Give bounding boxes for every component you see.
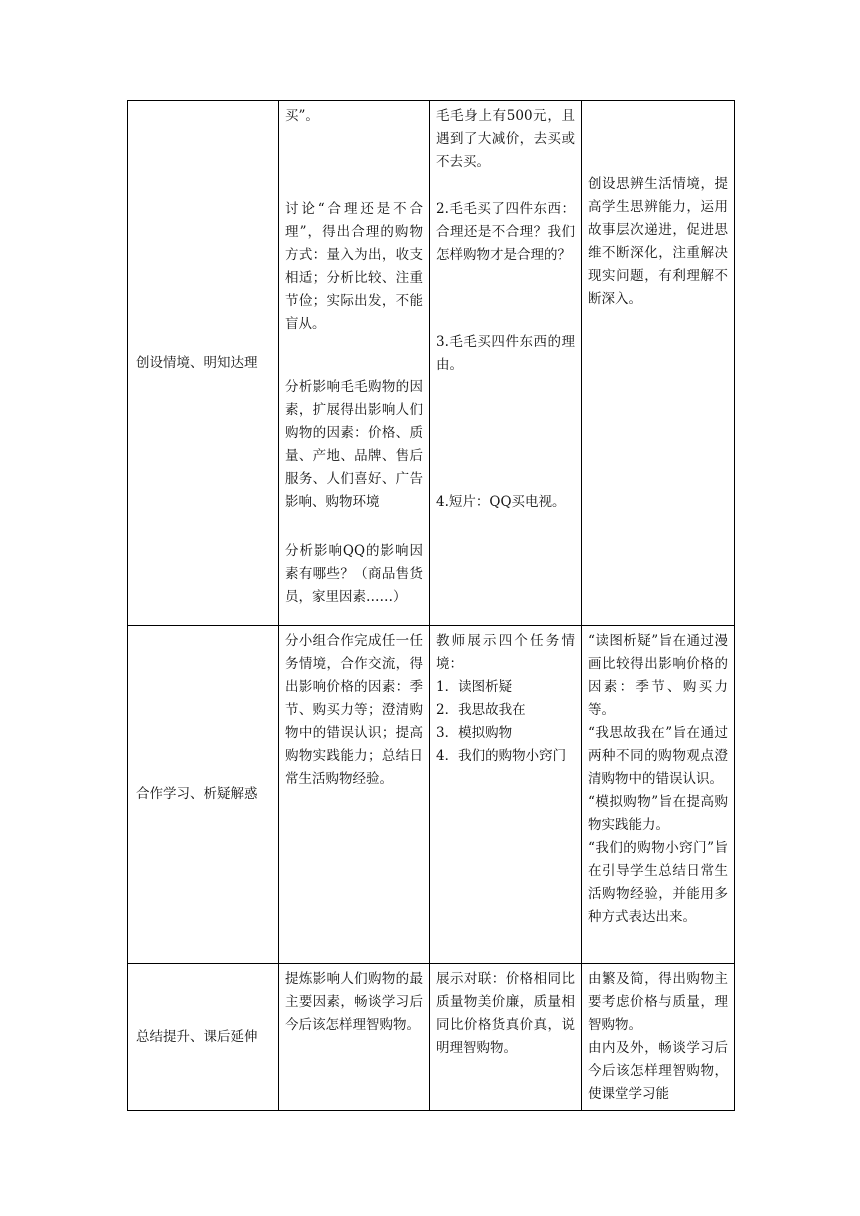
intent-text: 由繁及简，得出购物主要考虑价格与质量，理智购物。 xyxy=(588,971,728,1033)
intent-text: “我思故我在”旨在通过两种不同的购物观点澄清购物中的错误认识。 xyxy=(588,725,728,787)
teacher-activity-cell xyxy=(430,626,582,964)
intent-text: 由内及外，畅谈学习后今后该怎样理智购物，使课堂学习能 xyxy=(588,1040,728,1102)
design-intent-cell xyxy=(582,626,735,964)
activity-text: 讨论“合理还是不合理”，得出合理的购物方式：量入为出，收支相适；分析比较、注重节俭；实际出发，不能盲从。 xyxy=(285,201,423,332)
intent-text: 创设思辨生活情境，提高学生思辨能力，运用故事层次递进，促进思维不断深化，注重解决现实问题，有利理解不断深入。 xyxy=(588,176,728,307)
stage-cell: 创设情境、明知达理 xyxy=(128,101,279,626)
lesson-plan-table xyxy=(127,100,735,1111)
intent-text: “我们的购物小窍门”旨在引导学生总结日常生活购物经验，并能用多种方式表达出来。 xyxy=(588,840,728,925)
teacher-activity-cell xyxy=(430,964,582,1111)
teacher-activity-cell xyxy=(430,101,582,626)
teacher-text: 2.毛毛买了四件东西：合理还是不合理？我们怎样购物才是合理的？ xyxy=(436,201,575,263)
teacher-text: 3.毛毛买四件东西的理由。 xyxy=(436,334,575,373)
intent-text: “模拟购物”旨在提高购物实践能力。 xyxy=(588,794,728,833)
intent-text: “读图析疑”旨在通过漫画比较得出影响价格的因素：季节、购买力等。 xyxy=(588,633,728,718)
table-row xyxy=(128,626,735,964)
teacher-list-item: 4．我们的购物小窍门 xyxy=(436,748,567,764)
teacher-text: 毛毛身上有500元，且遇到了大减价，去买或不去买。 xyxy=(436,108,575,170)
design-intent-cell xyxy=(582,964,735,1111)
activity-text: 分小组合作完成任一任务情境，合作交流，得出影响价格的因素：季节、购买力等；澄清购物中的错误认识；提高购物实践能力；总结日常生活购物经验。 xyxy=(285,633,423,787)
student-activity-cell xyxy=(279,101,430,626)
teacher-text: 教师展示四个任务情境： xyxy=(436,633,575,672)
stage-cell: 合作学习、析疑解惑 xyxy=(128,626,279,964)
stage-cell: 总结提升、课后延伸 xyxy=(128,964,279,1111)
table-row xyxy=(128,101,735,626)
student-activity-cell xyxy=(279,964,430,1111)
teacher-text: 展示对联：价格相同比质量物美价廉，质量相同比价格货真价真，说明理智购物。 xyxy=(436,971,575,1056)
activity-text: 分析影响QQ的影响因素有哪些？（商品售货员，家里因素……） xyxy=(285,543,423,605)
activity-text: 买”。 xyxy=(285,108,319,124)
student-activity-cell xyxy=(279,626,430,964)
teacher-list-item: 1．读图析疑 xyxy=(436,679,513,695)
design-intent-cell xyxy=(582,101,735,626)
teacher-text: 4.短片：QQ买电视。 xyxy=(436,494,566,510)
teacher-list-item: 2．我思故我在 xyxy=(436,702,526,718)
teacher-list-item: 3．模拟购物 xyxy=(436,725,513,741)
activity-text: 分析影响毛毛购物的因素，扩展得出影响人们购物的因素：价格、质量、产地、品牌、售后服务、人们喜好、广告影响、购物环境 xyxy=(285,379,423,510)
table-row xyxy=(128,964,735,1111)
activity-text: 提炼影响人们购物的最主要因素，畅谈学习后今后该怎样理智购物。 xyxy=(285,971,423,1033)
